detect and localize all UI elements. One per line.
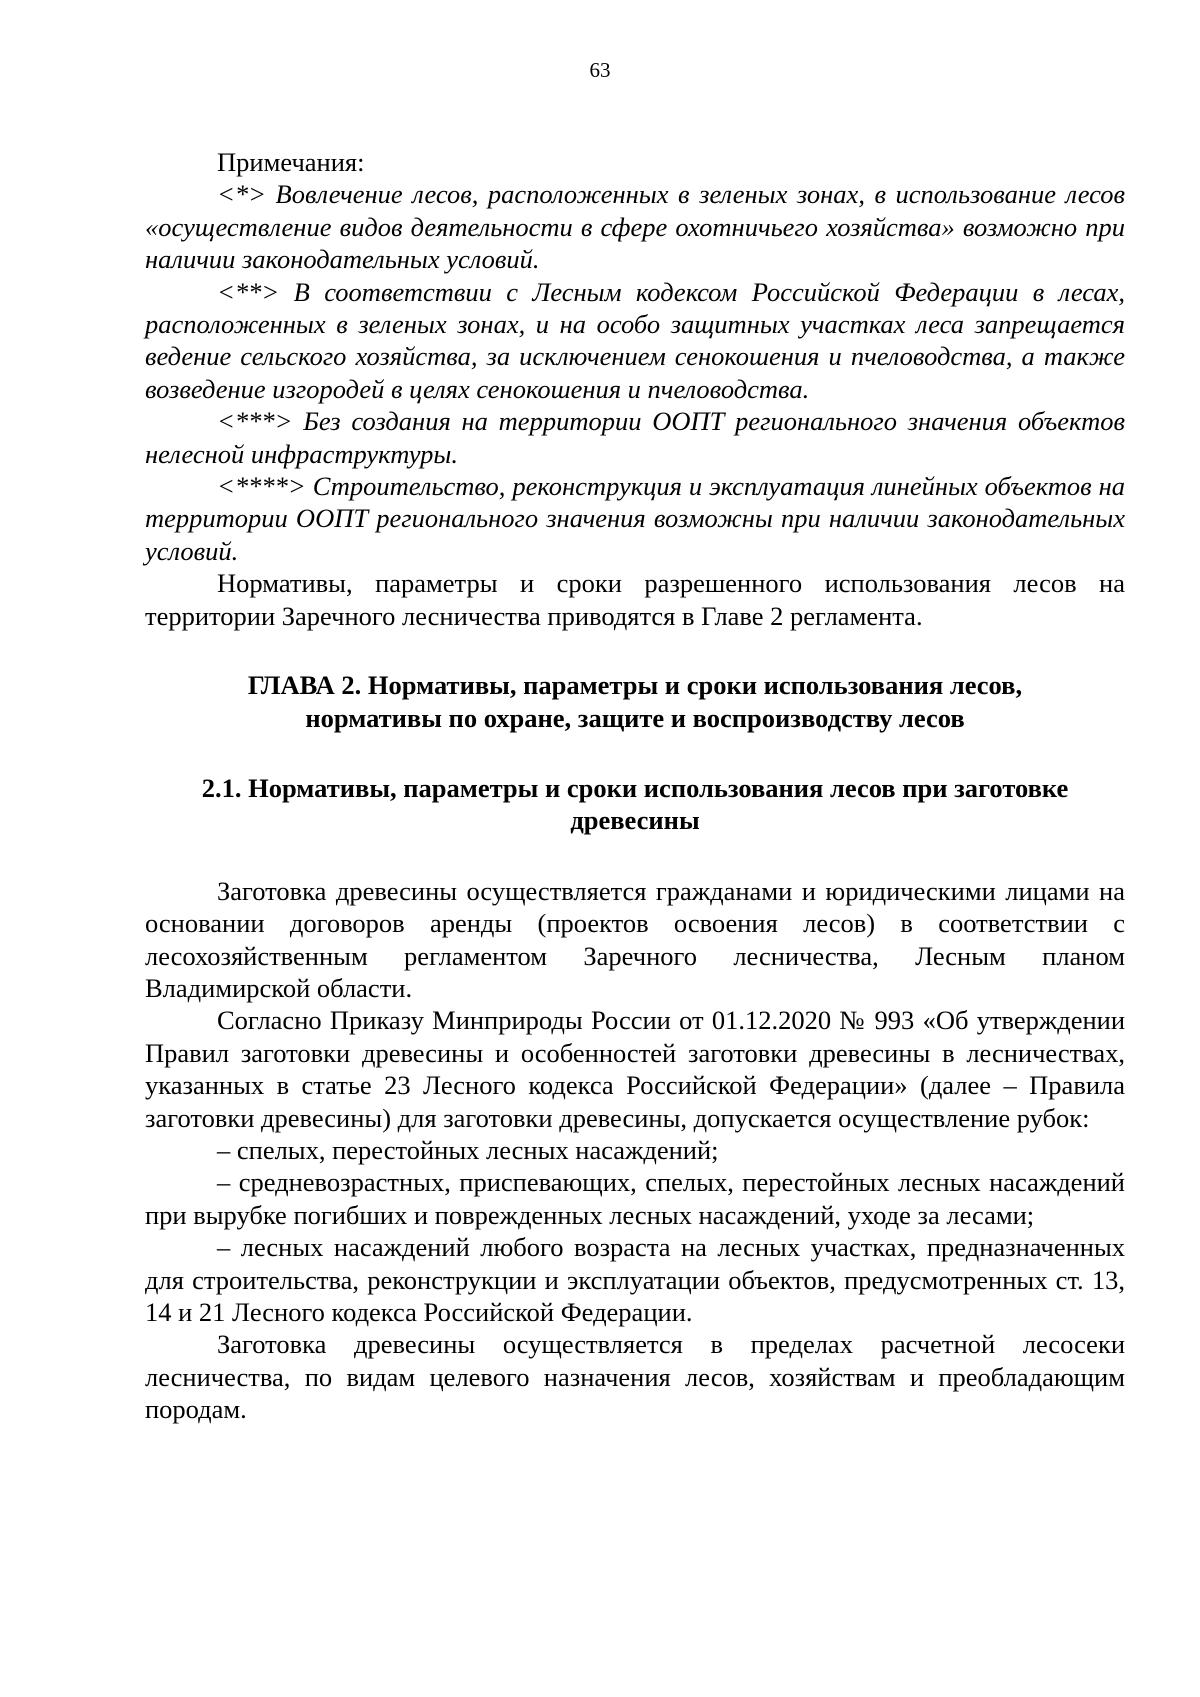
- page-content: [145, 146, 1125, 1426]
- section-title-line1: 2.1. Нормативы, параметры и сроки использования лесов при заготовке: [201, 772, 1069, 803]
- body-paragraph: Заготовка древесины осуществляется в пределах расчетной лесосеки лесничества, по видам целевого назначения лесов, хозяйствам и преобладающим породам.: [145, 1329, 1125, 1425]
- note-item: <**> В соответствии с Лесным кодексом Российской Федерации в лесах, расположенных в зеленых зонах, и на особо защитных участках леса запрещается ведение сельского хозяйства, за исключением сенокошения и пчеловодства, а также возведение изгородей в целях сенокошения и пчеловодства.: [145, 276, 1125, 404]
- note-item: <*> Вовлечение лесов, расположенных в зеленых зонах, в использование лесов «осуществление видов деятельности в сфере охотничьего хозяйства» возможно при наличии законодательных условий.: [145, 179, 1125, 275]
- page-number: 63: [589, 58, 611, 82]
- chapter-title-line1: ГЛАВА 2. Нормативы, параметры и сроки использования лесов,: [247, 670, 1023, 701]
- section-title: [145, 772, 1125, 837]
- body-paragraph: Заготовка древесины осуществляется гражданами и юридическими лицами на основании договоров аренды (проектов освоения лесов) в соответствии с лесохозяйственным регламентом Заречного лесничества, Лесным планом Владимирской области.: [145, 875, 1125, 1003]
- notes-heading: Примечания:: [217, 147, 365, 177]
- list-item: – средневозрастных, приспевающих, спелых, перестойных лесных насаждений при вырубке погибших и поврежденных лесных насаждений, уходе за лесами;: [145, 1167, 1125, 1230]
- intro-paragraph: Нормативы, параметры и сроки разрешенного использования лесов на территории Заречного лесничества приводятся в Главе 2 регламента.: [145, 568, 1125, 631]
- list-item: – лесных насаждений любого возраста на лесных участках, предназначенных для строительства, реконструкции и эксплуатации объектов, предусмотренных ст. 13, 14 и 21 Лесного кодекса Российской Федерации.: [145, 1232, 1125, 1327]
- chapter-title: [145, 669, 1125, 734]
- note-item: <***> Без создания на территории ООПТ регионального значения объектов нелесной инфраструктуры.: [145, 406, 1125, 469]
- list-item: – спелых, перестойных лесных насаждений;: [217, 1134, 719, 1165]
- note-item: <****> Строительство, реконструкция и эксплуатация линейных объектов на территории ООПТ регионального значения возможны при наличии законодательных условий.: [145, 471, 1125, 566]
- body-paragraph: Согласно Приказу Минприроды России от 01.12.2020 № 993 «Об утверждении Правил заготовки древесины и особенностей заготовки древесины в лесничествах, указанных в статье 23 Лесного кодекса Российской Федерации» (далее – Правила заготовки древесины) для заготовки древесины, допускается осуществление рубок:: [145, 1005, 1125, 1133]
- chapter-title-line2: нормативы по охране, защите и воспроизводству лесов: [305, 702, 965, 733]
- section-title-line2: древесины: [570, 805, 700, 836]
